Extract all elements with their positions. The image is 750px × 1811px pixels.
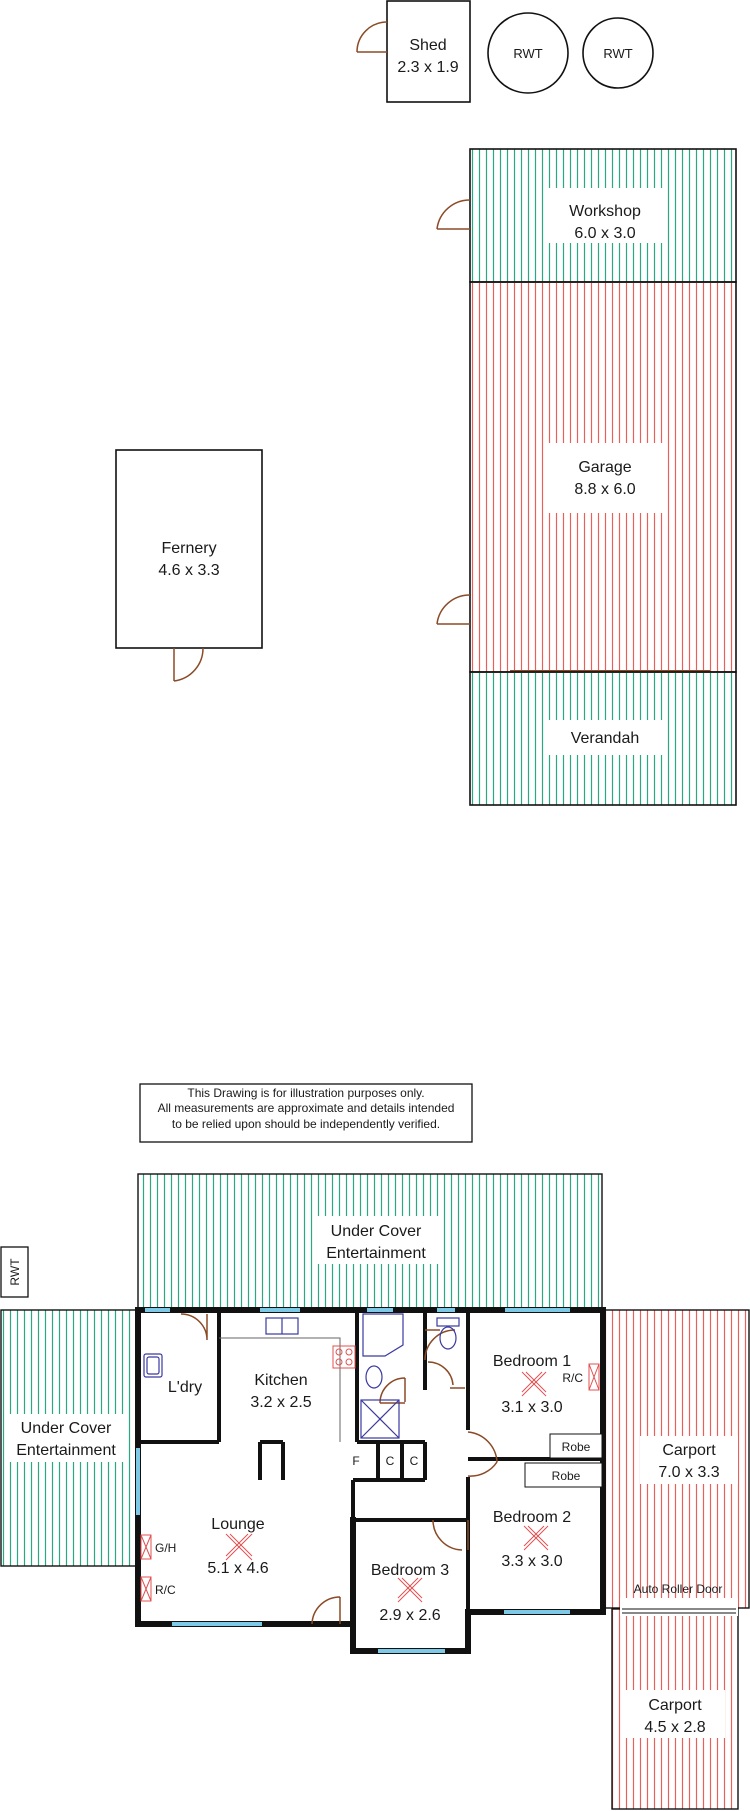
under-cover-left-line2: Entertainment: [16, 1442, 116, 1459]
kitchen-label: Kitchen: [254, 1372, 308, 1389]
under-cover-top-line1: Under Cover: [330, 1223, 422, 1240]
workshop-door-icon: [437, 200, 470, 229]
rwt-1-label: RWT: [513, 46, 543, 61]
workshop-label: Workshop: [569, 203, 641, 220]
house-plan: [138, 1310, 603, 1651]
garage-door-icon: [437, 595, 470, 624]
carport-lower: [612, 1609, 738, 1809]
bedroom3-label: Bedroom 3: [370, 1562, 450, 1579]
carport-upper: [604, 1310, 749, 1608]
disclaimer-line-2: All measurements are approximate and details intended: [157, 1101, 455, 1115]
disclaimer-line-1: This Drawing is for illustration purposes only.: [187, 1086, 425, 1100]
auto-roller-door: [620, 1582, 738, 1616]
cupboard-2-label: C: [409, 1454, 419, 1468]
workshop: [437, 149, 736, 282]
gas-heater-label: G/H: [155, 1541, 177, 1555]
fridge-label: F: [352, 1454, 360, 1468]
shed-door-icon: [357, 22, 387, 52]
shed-label: Shed: [409, 37, 447, 54]
disclaimer-box: [140, 1084, 472, 1142]
carport-upper-label: Carport: [662, 1442, 716, 1459]
bedroom2-size: 3.3 x 3.0: [501, 1553, 563, 1570]
house-rainwater-tank: [1, 1247, 28, 1297]
house-rwt-label: RWT: [8, 1258, 22, 1286]
bedroom1-label: Bedroom 1: [492, 1353, 572, 1370]
kitchen-size: 3.2 x 2.5: [250, 1394, 312, 1411]
garage: [437, 282, 736, 672]
laundry-label: L'dry: [167, 1379, 203, 1396]
bedroom3-size: 2.9 x 2.6: [379, 1607, 441, 1624]
bedroom2-label: Bedroom 2: [492, 1509, 572, 1526]
fernery-label: Fernery: [161, 540, 217, 557]
rainwater-tank-1: [488, 13, 568, 93]
disclaimer-line-3: to be relied upon should be independently verified.: [171, 1117, 441, 1131]
shed-size: 2.3 x 1.9: [397, 59, 459, 76]
rc-lounge-label: R/C: [155, 1583, 176, 1597]
lounge-size: 5.1 x 4.6: [207, 1560, 269, 1577]
under-cover-left-line1: Under Cover: [20, 1420, 112, 1437]
cupboard-1-label: C: [385, 1454, 395, 1468]
lounge-label: Lounge: [211, 1516, 265, 1533]
fernery: [116, 450, 262, 681]
rwt-2-label: RWT: [603, 46, 633, 61]
roller-door-label: Auto Roller Door: [633, 1582, 723, 1596]
verandah-label: Verandah: [570, 730, 640, 747]
robe-1: [550, 1434, 602, 1458]
robe-2-label: Robe: [551, 1469, 581, 1483]
carport-lower-label: Carport: [648, 1697, 702, 1714]
shed: [357, 1, 470, 102]
bedroom1-size: 3.1 x 3.0: [501, 1399, 563, 1416]
verandah: [470, 672, 736, 805]
fernery-door-icon: [174, 648, 203, 681]
garage-label: Garage: [578, 459, 632, 476]
carport-lower-size: 4.5 x 2.8: [644, 1719, 706, 1736]
under-cover-entertainment-top: [138, 1174, 602, 1308]
robe-2: [525, 1463, 602, 1487]
rainwater-tank-2: [583, 18, 653, 88]
workshop-size: 6.0 x 3.0: [574, 225, 636, 242]
fernery-size: 4.6 x 3.3: [158, 562, 220, 579]
rc-bed1-label: R/C: [562, 1371, 583, 1385]
under-cover-entertainment-left: [1, 1310, 137, 1566]
robe-1-label: Robe: [561, 1440, 591, 1454]
under-cover-top-line2: Entertainment: [326, 1245, 426, 1262]
garage-size: 8.8 x 6.0: [574, 481, 636, 498]
carport-upper-size: 7.0 x 3.3: [658, 1464, 720, 1481]
